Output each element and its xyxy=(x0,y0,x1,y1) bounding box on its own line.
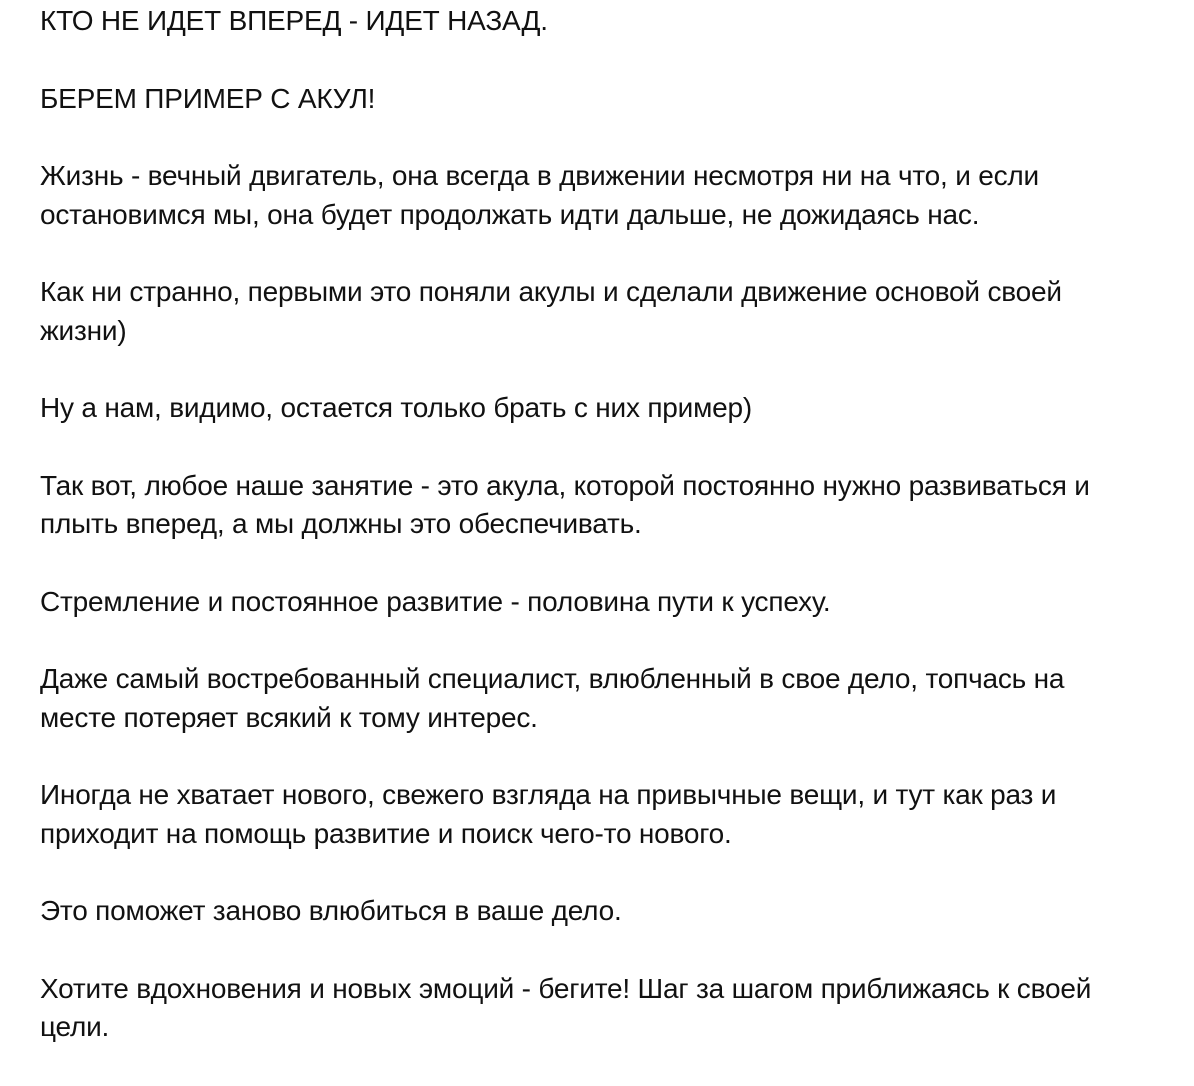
paragraph xyxy=(40,892,1190,931)
paragraph xyxy=(40,273,1190,350)
paragraph xyxy=(40,157,1190,234)
paragraph-line: Хотите вдохновения и новых эмоций - бегите! Шаг за шагом приближаясь к своей xyxy=(40,972,1092,1004)
paragraph xyxy=(40,660,1190,737)
paragraph-heading-2 xyxy=(40,80,1190,119)
paragraph-line: цели. xyxy=(40,1011,110,1042)
paragraph-line: жизни) xyxy=(40,314,127,346)
paragraph-line: остановимся мы, она будет продолжать идти дальше, не дожидаясь нас. xyxy=(40,198,980,230)
paragraph-heading-1 xyxy=(40,0,1190,41)
paragraph xyxy=(40,467,1190,544)
paragraph-line: Стремление и постоянное развитие - половина пути к успеху. xyxy=(40,585,831,617)
paragraph-line: месте потеряет всякий к тому интерес. xyxy=(40,701,538,733)
paragraph-line: Ну а нам, видимо, остается только брать с них пример) xyxy=(40,392,753,423)
paragraph-line: Как ни странно, первыми это поняли акулы и сделали движение основой своей xyxy=(40,276,1062,307)
paragraph-line: КТО НЕ ИДЕТ ВПЕРЕД - ИДЕТ НАЗАД. xyxy=(40,5,548,36)
document-body xyxy=(40,0,1190,1086)
paragraph-line: Жизнь - вечный двигатель, она всегда в движении несмотря ни на что, и если xyxy=(40,160,1039,191)
paragraph-line: Это поможет заново влюбиться в ваше дело. xyxy=(40,895,622,926)
paragraph xyxy=(40,583,1190,622)
paragraph-line: Так вот, любое наше занятие - это акула, которой постоянно нужно развиваться и xyxy=(40,469,1090,501)
paragraph-line: Иногда не хватает нового, свежего взгляда на привычные вещи, и тут как раз и xyxy=(40,779,1057,810)
paragraph-line: плыть вперед, а мы должны это обеспечивать. xyxy=(40,508,642,539)
paragraph-line: приходит на помощь развитие и поиск чего-то нового. xyxy=(40,817,732,849)
paragraph xyxy=(40,970,1190,1047)
paragraph-line: Даже самый востребованный специалист, влюбленный в свое дело, топчась на xyxy=(40,663,1065,694)
paragraph xyxy=(40,389,1190,428)
paragraph-line: БЕРЕМ ПРИМЕР С АКУЛ! xyxy=(40,82,376,114)
paragraph xyxy=(40,776,1190,853)
